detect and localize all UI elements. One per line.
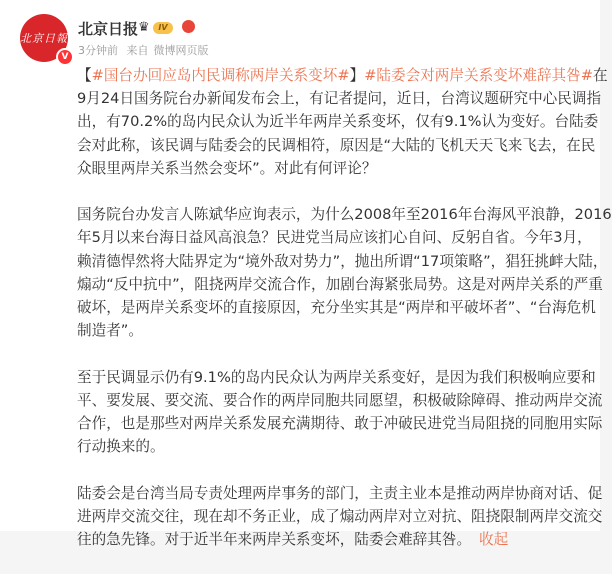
collapse-link[interactable]: 收起 [479,531,509,549]
fan-badge-icon[interactable] [182,20,195,33]
paragraph-1 [77,64,608,180]
text-line: 陆委会是台湾当局专责处理两岸事务的部门，主责主业本是推动两岸协商对话、促 [77,484,603,502]
post-content [77,64,612,574]
text-line: 制造者”。 [77,322,143,340]
bracket: 【 [77,67,92,84]
text-line: 合作，也是那些对两岸关系发展充满期待、敢于冲破民进党当局阻挠的同胞用实际 [77,415,603,433]
source-prefix: 来自 [126,44,149,57]
text-line: 国务院台办发言人陈斌华应询表示，为什么2008年至2016年台海风平浪静，2016 [77,206,612,224]
post-meta [78,42,214,58]
text-line: 会对此称，该民调与陆委会的民调相符，原因是“大陆的飞机天天飞来飞去，在民 [77,136,596,154]
avatar-logo-text: 北京日報 [20,32,68,45]
text-line: 平、要发展、要交流、要合作的两岸同胞共同愿望，积极破除障碍、推动两岸交流 [77,391,603,409]
paragraph-4 [77,482,603,552]
paragraph-3 [77,366,603,459]
text-line: 往的急先锋。对于近半年来两岸关系变坏，陆委会难辞其咎。 [77,531,472,549]
text-line: 9月24日国务院台办新闻发布会上，有记者提问，近日，台湾议题研究中心民调指 [77,90,602,108]
text-line: 破坏，是两岸关系变坏的直接原因，充分坐实其是“两岸和平破坏者”、“台海危机 [77,299,596,317]
text-line: 出，有70.2%的岛内民众认为近半年两岸关系变坏，仅有9.1%认为变好。台陆委 [77,113,599,131]
hashtag-link[interactable]: #国台办回应岛内民调称两岸关系变坏# [91,67,350,84]
text: 在 [592,67,608,84]
bracket: 】 [349,67,365,84]
text-line: 年5月以来台海日益风高浪急？民进党当局应该扪心自问、反躬自省。今年3月， [77,229,592,247]
author-name[interactable]: 北京日报 [78,20,139,38]
text-line: 煽动“反中抗中”，阻挠两岸交流合作，加剧台海紧张局势。这是对两岸关系的严重 [77,275,603,293]
hashtag-link[interactable]: #陆委会对两岸关系变坏难辞其咎# [364,67,593,84]
level-badge[interactable]: IV [153,22,173,34]
text-line: 进两岸交流交往，现在却不务正业，成了煽动两岸对立对抗、阻挠限制两岸交流交 [77,507,603,525]
paragraph-2 [77,203,612,342]
post-time[interactable]: 3分钟前 [78,44,118,57]
verified-badge-icon: V [56,48,74,66]
text-line: 行动换来的。 [77,438,165,456]
text-line: 众眼里两岸关系当然会变坏”。对此有何评论？ [77,159,377,177]
crown-icon: ♛ [138,20,150,35]
text-line: 至于民调显示仍有9.1%的岛内民众认为两岸关系变好，是因为我们积极响应要和 [77,368,596,386]
post-source: 微博网页版 [153,44,209,57]
text-line: 赖清德悍然将大陆界定为“境外敌对势力”，抛出所谓“17项策略”，猖狂挑衅大陆， [77,252,608,270]
